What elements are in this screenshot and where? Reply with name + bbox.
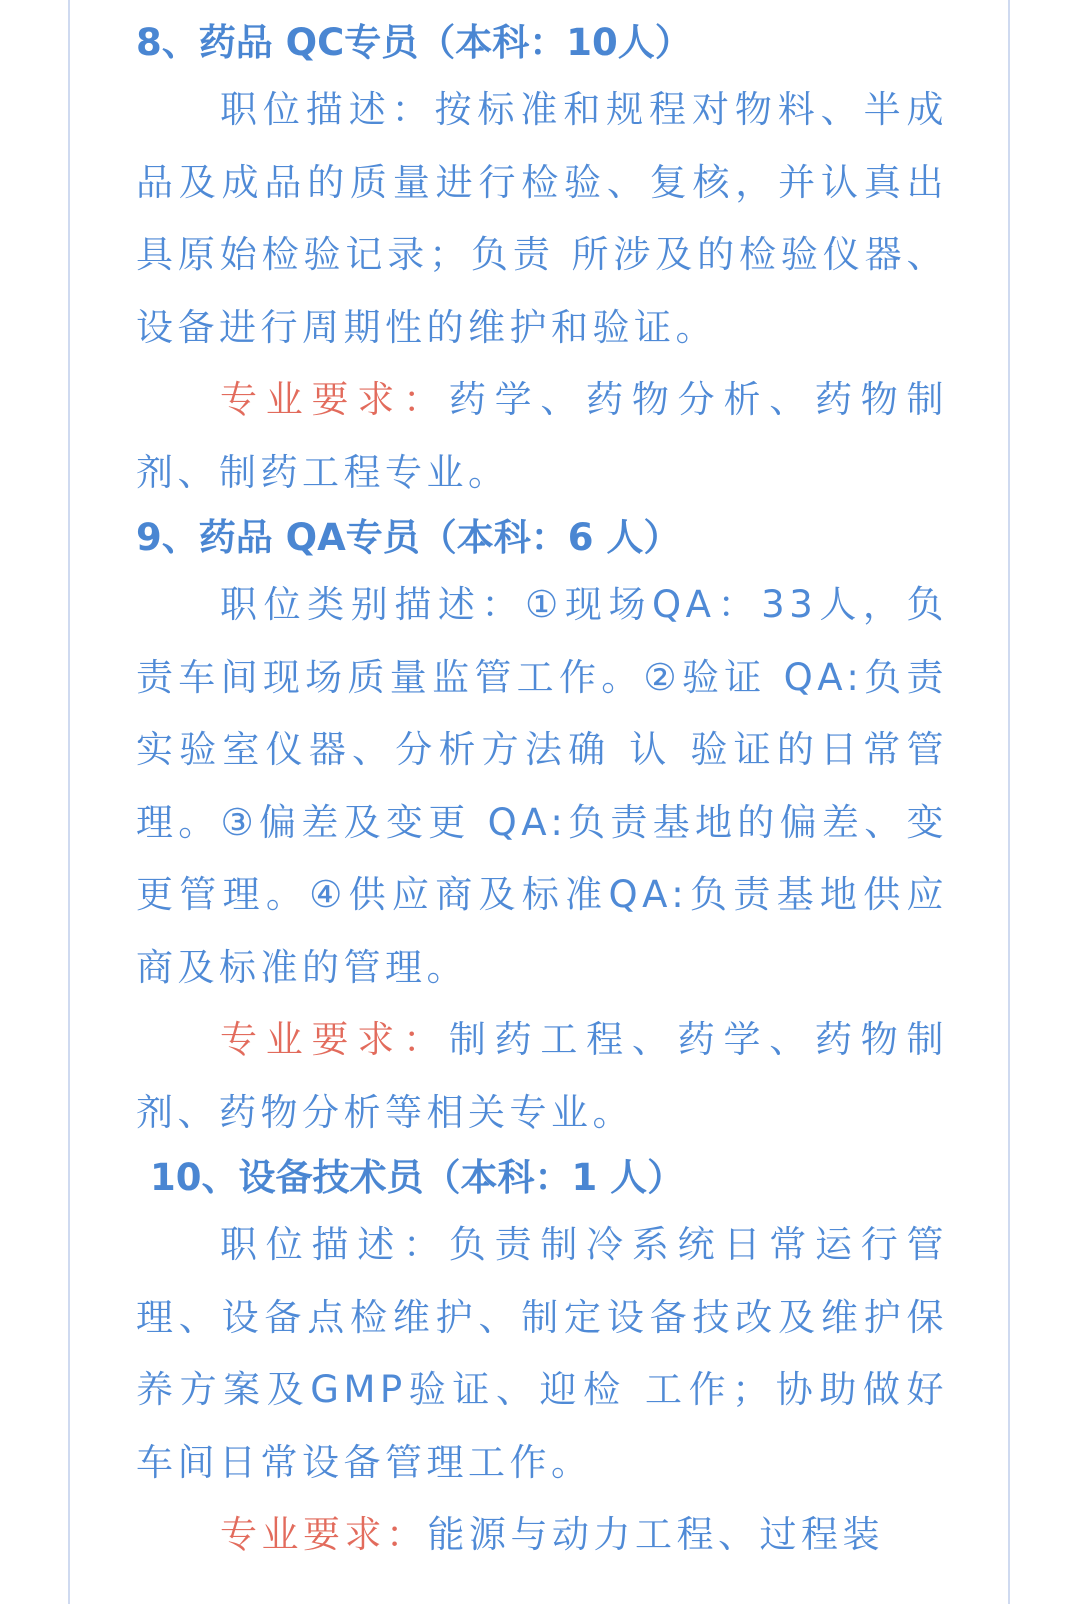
requirement-text: 能源与动力工程、过程装 — [427, 1513, 884, 1556]
description-label: 职位类别描述： — [220, 583, 526, 626]
job-description-equipment — [136, 1209, 948, 1499]
major-requirement-qa — [136, 1004, 948, 1149]
requirement-text: 制药工程、药学、药物制剂、药物分析等相关专业。 — [136, 1018, 949, 1134]
job-title-qc: 8、药品 QC专员（本科：10人） — [136, 21, 692, 64]
job-section-equipment — [136, 1151, 948, 1572]
major-requirement-qc — [136, 364, 948, 509]
description-label: 职位描述： — [220, 88, 435, 131]
requirement-text: 药学、药物分析、药物制剂、制药工程专业。 — [136, 378, 949, 494]
requirement-label: 专业要求： — [220, 1513, 428, 1556]
job-description-qc — [136, 74, 948, 364]
requirement-label: 专业要求： — [220, 378, 449, 421]
job-listing-content — [136, 14, 948, 1572]
job-title-equipment: 10、设备技术员（本科：1 人） — [150, 1156, 685, 1199]
description-label: 职位描述： — [220, 1223, 449, 1266]
description-text: 按标准和规程对物料、半成品及成品的质量进行检验、复核，并认真出具原始检验记录；负责 所涉及的检验仪器、设备进行周期性的维护和验证。 — [136, 88, 948, 349]
job-title-qa: 9、药品 QA专员（本科：6 人） — [136, 516, 681, 559]
left-border-line — [68, 0, 70, 1604]
description-text: ①现场QA：33人，负责车间现场质量监管工作。②验证 QA:负责实验室仪器、分析方法确 认 验证的日常管理。③偏差及变更 QA:负责基地的偏差、变更管理。④供应商及标准QA:负责基地供应商及标准的管理。 — [136, 583, 949, 989]
job-description-qa — [136, 569, 948, 1004]
job-section-qa — [136, 511, 948, 1149]
right-border-line — [1008, 0, 1010, 1604]
requirement-label: 专业要求： — [220, 1018, 449, 1061]
job-section-qc — [136, 16, 948, 509]
description-text: 负责制冷系统日常运行管理、设备点检维护、制定设备技改及维护保养方案及GMP验证、迎检 工作；协助做好车间日常设备管理工作。 — [136, 1223, 949, 1484]
major-requirement-equipment — [136, 1499, 948, 1572]
